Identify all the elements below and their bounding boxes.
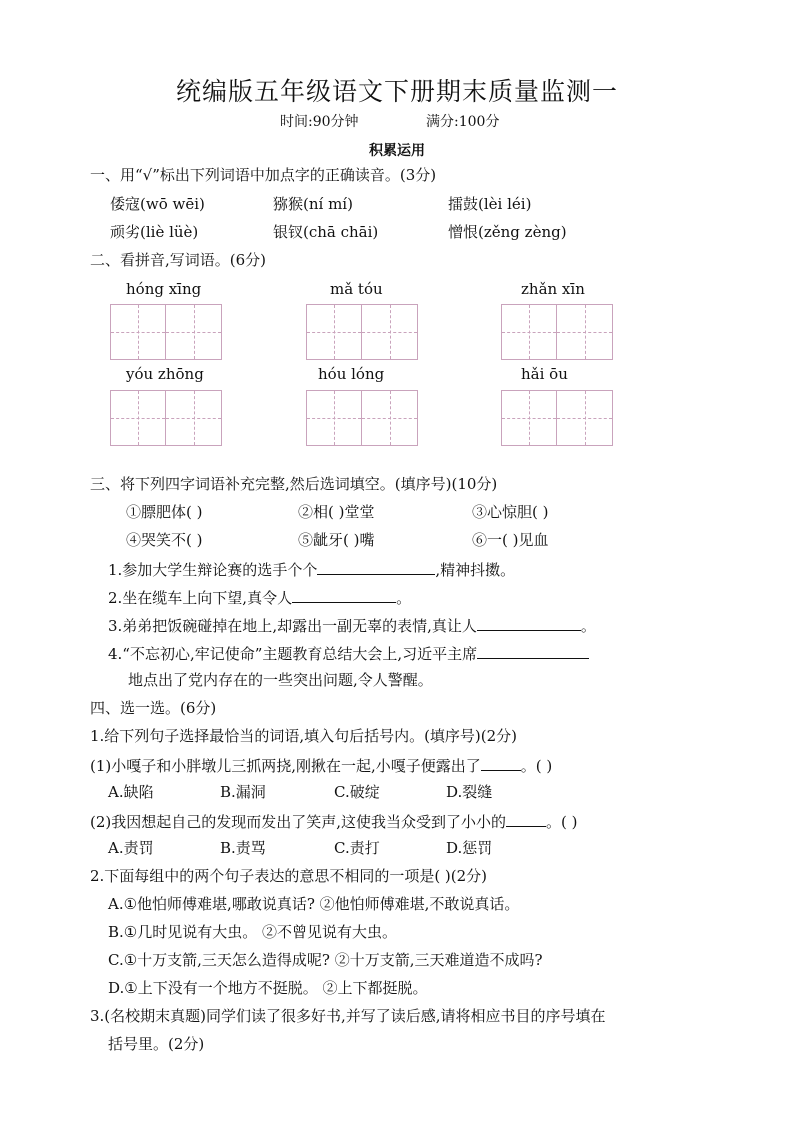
writing-grid[interactable]: [110, 304, 222, 360]
answer-blank[interactable]: [292, 586, 396, 603]
question-line: (1)小嘎子和小胖墩儿三抓两挠,刚揪在一起,小嘎子便露出了 。( ): [90, 754, 552, 776]
pinyin-label: hǎi ōu: [521, 365, 568, 383]
option: B.责骂: [220, 839, 266, 857]
idiom-item: ⑤龇牙( )嘴: [298, 531, 375, 549]
q1-item: 顽劣(liè lüè): [110, 223, 199, 241]
q1-item: 憎恨(zěng zèng): [448, 223, 567, 241]
q4-part3-cont: 括号里。(2分): [108, 1035, 205, 1053]
full-score: 满分:100分: [426, 114, 500, 130]
pinyin-label: hóu lóng: [318, 365, 385, 383]
option: B.漏洞: [220, 783, 266, 801]
exam-time: 时间:90分钟: [280, 114, 359, 130]
writing-grid[interactable]: [501, 390, 613, 446]
question-line: (2)我因想起自己的发现而发出了笑声,这使我当众受到了小小的 。( ): [90, 810, 578, 832]
option: B.①几时见说有大虫。 ②不曾见说有大虫。: [108, 923, 398, 941]
pinyin-label: zhǎn xīn: [521, 280, 585, 298]
writing-grid[interactable]: [306, 304, 418, 360]
answer-blank[interactable]: [477, 614, 581, 631]
option: A.①他怕师傅难堪,哪敢说真话? ②他怕师傅难堪,不敢说真话。: [108, 895, 520, 913]
fill-sentence: 3.弟弟把饭碗碰掉在地上,却露出一副无辜的表情,真让人 。: [108, 614, 596, 636]
option: A.责罚: [108, 839, 154, 857]
fill-sentence: 4.“不忘初心,牢记使命”主题教育总结大会上,习近平主席: [108, 642, 589, 664]
q1-item: 倭寇(wō wēi): [110, 195, 205, 213]
option: D.惩罚: [446, 839, 493, 857]
q3-heading: 三、将下列四字词语补充完整,然后选词填空。(填序号)(10分): [90, 475, 498, 493]
idiom-item: ⑥一( )见血: [472, 531, 549, 549]
idiom-item: ③心惊胆( ): [472, 503, 549, 521]
option: D.裂缝: [446, 783, 493, 801]
answer-blank[interactable]: [477, 642, 589, 659]
answer-blank[interactable]: [317, 558, 435, 575]
q4-part3: 3.(名校期末真题)同学们读了很多好书,并写了读后感,请将相应书目的序号填在: [90, 1007, 606, 1025]
page-title: 统编版五年级语文下册期末质量监测一: [175, 77, 618, 106]
q1-item: 银钗(chā chāi): [273, 223, 379, 241]
pinyin-label: yóu zhōng: [126, 365, 204, 383]
q1-heading: 一、用“√”标出下列词语中加点字的正确读音。(3分): [90, 166, 437, 184]
option: C.①十万支箭,三天怎么造得成呢? ②十万支箭,三天难道造不成吗?: [108, 951, 543, 969]
fill-sentence-cont: 地点出了党内存在的一些突出问题,令人警醒。: [128, 671, 433, 689]
q1-item: 擂鼓(lèi léi): [448, 195, 532, 213]
writing-grid[interactable]: [306, 390, 418, 446]
pinyin-label: mǎ tóu: [330, 280, 383, 298]
answer-blank[interactable]: [481, 754, 521, 771]
q4-part1: 1.给下列句子选择最恰当的词语,填入句后括号内。(填序号)(2分): [90, 727, 518, 745]
option: C.破绽: [334, 783, 380, 801]
q2-heading: 二、看拼音,写词语。(6分): [90, 251, 267, 269]
fill-sentence: 2.坐在缆车上向下望,真令人 。: [108, 586, 411, 608]
idiom-item: ①膘肥体( ): [126, 503, 203, 521]
answer-blank[interactable]: [506, 810, 546, 827]
q4-part2: 2.下面每组中的两个句子表达的意思不相同的一项是( )(2分): [90, 867, 488, 885]
section-title: 积累运用: [369, 143, 425, 159]
fill-sentence: 1.参加大学生辩论赛的选手个个 ,精神抖擞。: [108, 558, 515, 580]
q4-heading: 四、选一选。(6分): [90, 699, 217, 717]
pinyin-label: hóng xīng: [126, 280, 202, 298]
option: C.责打: [334, 839, 380, 857]
writing-grid[interactable]: [110, 390, 222, 446]
option: A.缺陷: [108, 783, 154, 801]
idiom-item: ④哭笑不( ): [126, 531, 203, 549]
q1-item: 猕猴(ní mí): [273, 195, 353, 213]
idiom-item: ②相( )堂堂: [298, 503, 375, 521]
option: D.①上下没有一个地方不挺脱。 ②上下都挺脱。: [108, 979, 428, 997]
writing-grid[interactable]: [501, 304, 613, 360]
